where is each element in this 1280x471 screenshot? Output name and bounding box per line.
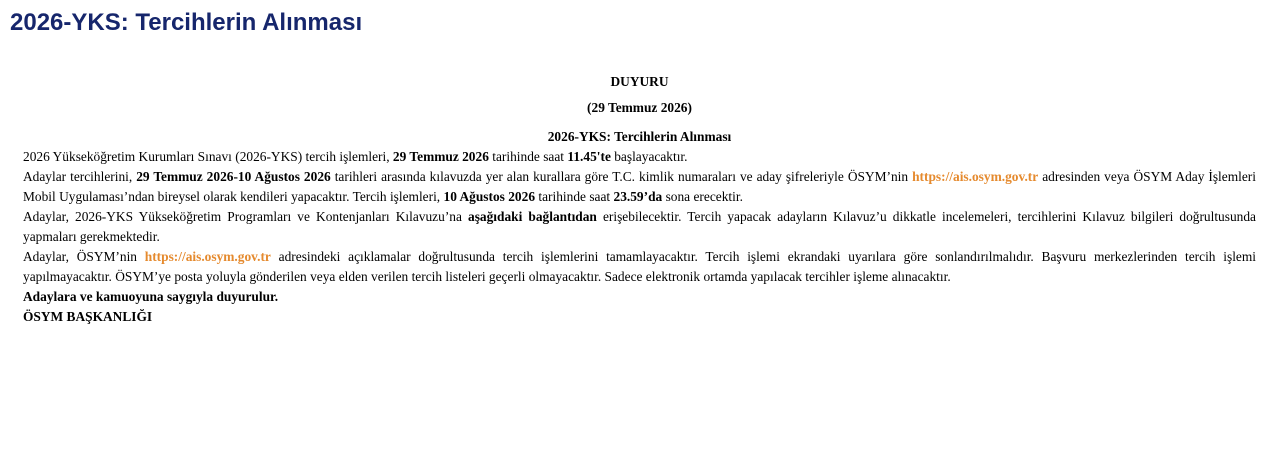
text: Adaylar, ÖSYM’nin <box>23 249 145 264</box>
text: adresinden veya ÖSYM Aday İşlemleri Mobil Uygulaması’ndan bireysel olarak kendileri yapacaktır. Tercih işlemleri, <box>23 169 1256 204</box>
signature <box>23 307 1256 327</box>
bold-date: 29 Temmuz 2026 <box>392 149 489 164</box>
paragraph-preference-period <box>23 167 1256 207</box>
text: Adaylar, 2026-YKS Yükseköğretim Programları ve Kontenjanları Kılavuzu’na <box>23 209 468 224</box>
text: 2026 Yükseköğretim Kurumları Sınavı (2026-YKS) tercih işlemleri, <box>23 149 393 164</box>
closing-text: Adaylara ve kamuoyuna saygıyla duyurulur. <box>23 289 279 304</box>
paragraph-instructions <box>23 247 1256 287</box>
paragraph-start-date <box>23 147 1256 167</box>
text: sona erecektir. <box>662 189 743 204</box>
bold-date-range: 29 Temmuz 2026-10 Ağustos 2026 <box>136 169 331 184</box>
bold-end-date: 10 Ağustos 2026 <box>443 189 536 204</box>
bold-end-time: 23.59’da <box>613 189 663 204</box>
text: tarihleri arasında kılavuzda yer alan kurallara göre T.C. kimlik numaraları ve aday şifreleriyle ÖSYM’nin <box>330 169 913 184</box>
closing-line <box>23 287 1256 307</box>
announcement-body <box>23 72 1256 327</box>
signature-text: ÖSYM BAŞKANLIĞI <box>23 309 153 324</box>
announcement-date: (29 Temmuz 2026) <box>587 100 692 115</box>
announcement-subject: 2026-YKS: Tercihlerin Alınması <box>547 129 732 144</box>
text: tarihinde saat <box>535 189 614 204</box>
bold-time: 11.45'te <box>567 149 611 164</box>
text: başlayacaktır. <box>610 149 688 164</box>
ais-link[interactable]: https://ais.osym.gov.tr <box>912 169 1039 184</box>
paragraph-guide <box>23 207 1256 247</box>
text: adresindeki açıklamalar doğrultusunda tercih işlemlerini tamamlayacaktır. Tercih işlemi ekrandaki uyarılara göre sonlandırılmalıdır. Başvuru merkezlerinden tercih işlemi yapılmayacaktır. ÖSYM’ye posta yoluyla gönderilen veya elden verilen tercih listeleri geçerli olmayacaktır. Sadece elektronik ortamda yapılacak tercihler işleme alınacaktır. <box>23 249 1256 284</box>
text: tarihinde saat <box>488 149 568 164</box>
guide-link-text[interactable]: aşağıdaki bağlantıdan <box>468 209 597 224</box>
text: erişebilecektir. Tercih yapacak adayların Kılavuz’u dikkatle incelemeleri, tercihlerini Kılavuz bilgileri doğrultusunda yapmaları gerekmektedir. <box>23 209 1256 244</box>
text: Adaylar tercihlerini, <box>23 169 137 184</box>
page-title: 2026-YKS: Tercihlerin Alınması <box>10 9 363 36</box>
ais-link[interactable]: https://ais.osym.gov.tr <box>144 249 271 264</box>
announcement-label: DUYURU <box>610 74 669 89</box>
